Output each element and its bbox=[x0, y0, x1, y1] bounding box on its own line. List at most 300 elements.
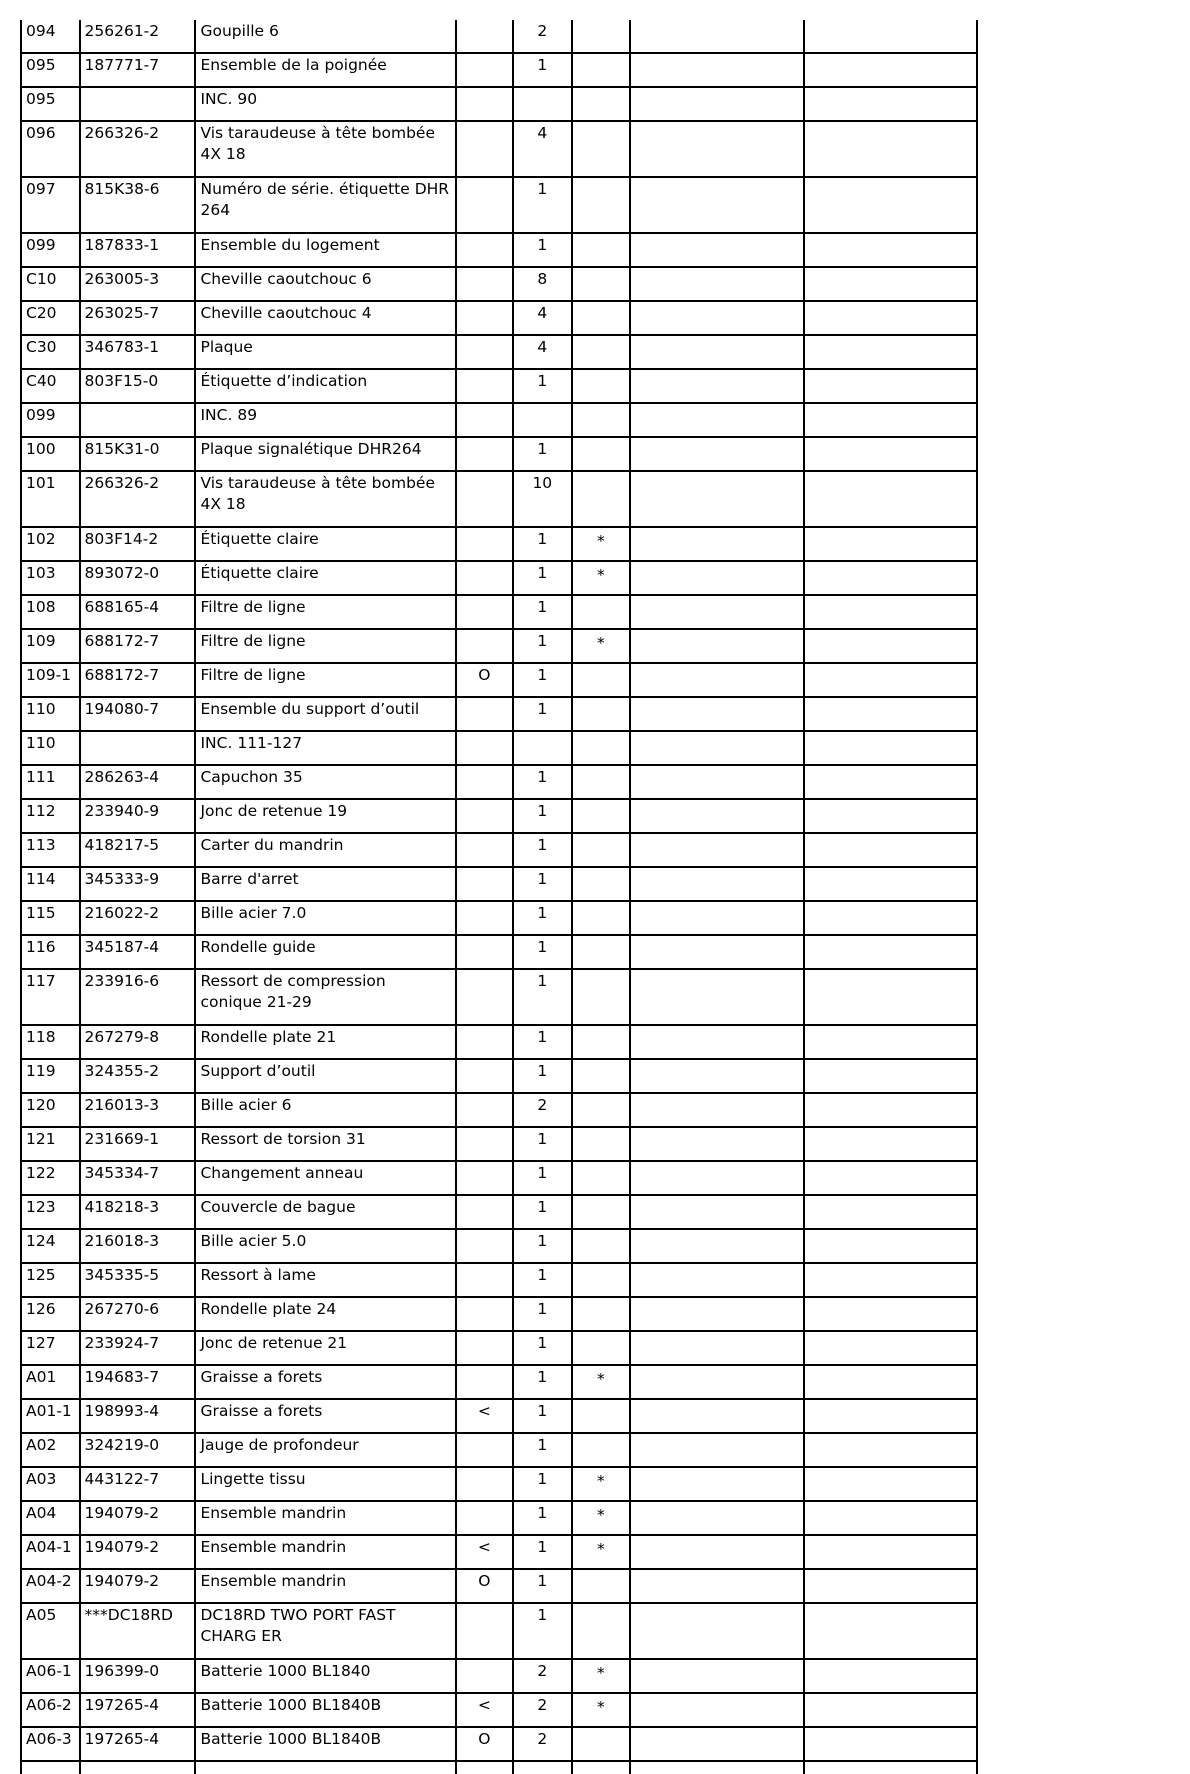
blank-cell bbox=[804, 301, 978, 335]
quantity-cell: 1 bbox=[513, 437, 572, 471]
description-cell: Batterie 1000 BL1840 bbox=[195, 1659, 455, 1693]
blank-cell bbox=[804, 799, 978, 833]
description-cell: INC. 111-127 bbox=[195, 731, 455, 765]
part-number-cell: 196399-0 bbox=[80, 1659, 196, 1693]
part-number-cell: 418218-3 bbox=[80, 1195, 196, 1229]
description-cell: Couvercle de bague bbox=[195, 1195, 455, 1229]
blank-cell bbox=[804, 1093, 978, 1127]
note-cell bbox=[456, 335, 513, 369]
item-number-cell: 099 bbox=[21, 403, 80, 437]
part-number-cell: 345335-5 bbox=[80, 1263, 196, 1297]
blank-cell bbox=[804, 901, 978, 935]
description-cell: Ensemble mandrin bbox=[195, 1569, 455, 1603]
note-cell: < bbox=[456, 1535, 513, 1569]
mark-cell: * bbox=[572, 1365, 631, 1399]
part-number-cell: 233916-6 bbox=[80, 969, 196, 1025]
blank-cell bbox=[804, 1195, 978, 1229]
part-number-cell: 266326-2 bbox=[80, 471, 196, 527]
item-number-cell: 095 bbox=[21, 53, 80, 87]
part-number-cell: 267279-8 bbox=[80, 1025, 196, 1059]
quantity-cell: 1 bbox=[513, 697, 572, 731]
mark-cell bbox=[572, 595, 631, 629]
blank-cell bbox=[630, 561, 803, 595]
note-cell bbox=[456, 595, 513, 629]
mark-cell: * bbox=[572, 1535, 631, 1569]
quantity-cell: 2 bbox=[513, 1693, 572, 1727]
part-number-cell: 216018-3 bbox=[80, 1229, 196, 1263]
quantity-cell bbox=[513, 87, 572, 121]
quantity-cell: 2 bbox=[513, 20, 572, 53]
part-number-cell: 194683-7 bbox=[80, 1365, 196, 1399]
mark-cell bbox=[572, 1263, 631, 1297]
quantity-cell: 1 bbox=[513, 1195, 572, 1229]
table-row bbox=[21, 765, 977, 799]
table-row bbox=[21, 403, 977, 437]
note-cell bbox=[456, 731, 513, 765]
note-cell bbox=[456, 1127, 513, 1161]
note-cell: < bbox=[456, 1693, 513, 1727]
note-cell bbox=[456, 867, 513, 901]
table-row bbox=[21, 1365, 977, 1399]
item-number-cell: 111 bbox=[21, 765, 80, 799]
mark-cell bbox=[572, 20, 631, 53]
part-number-cell: 263025-7 bbox=[80, 301, 196, 335]
blank-cell bbox=[804, 595, 978, 629]
blank-cell bbox=[630, 1693, 803, 1727]
description-cell: Rondelle plate 21 bbox=[195, 1025, 455, 1059]
table-row bbox=[21, 1297, 977, 1331]
blank-cell bbox=[804, 833, 978, 867]
blank-cell bbox=[630, 527, 803, 561]
blank-cell bbox=[804, 177, 978, 233]
quantity-cell: 2 bbox=[513, 1727, 572, 1761]
mark-cell bbox=[572, 1161, 631, 1195]
table-row bbox=[21, 121, 977, 177]
part-number-cell: 194079-2 bbox=[80, 1569, 196, 1603]
item-number-cell: 127 bbox=[21, 1331, 80, 1365]
description-cell: Bille acier 6 bbox=[195, 1093, 455, 1127]
blank-cell bbox=[630, 1727, 803, 1761]
description-cell: Jonc de retenue 21 bbox=[195, 1331, 455, 1365]
description-cell: Étiquette claire bbox=[195, 527, 455, 561]
part-number-cell: 256261-2 bbox=[80, 20, 196, 53]
table-row bbox=[21, 799, 977, 833]
description-cell: Capuchon 35 bbox=[195, 765, 455, 799]
blank-cell bbox=[804, 527, 978, 561]
note-cell bbox=[456, 437, 513, 471]
part-number-cell: 688172-7 bbox=[80, 629, 196, 663]
note-cell bbox=[456, 799, 513, 833]
item-number-cell: 118 bbox=[21, 1025, 80, 1059]
item-number-cell: 123 bbox=[21, 1195, 80, 1229]
note-cell bbox=[456, 1659, 513, 1693]
table-row bbox=[21, 833, 977, 867]
table-row bbox=[21, 629, 977, 663]
part-number-cell: 233940-9 bbox=[80, 799, 196, 833]
mark-cell bbox=[572, 471, 631, 527]
mark-cell bbox=[572, 1127, 631, 1161]
quantity-cell: 1 bbox=[513, 177, 572, 233]
quantity-cell: 1 bbox=[513, 1331, 572, 1365]
table-row bbox=[21, 935, 977, 969]
blank-cell bbox=[630, 765, 803, 799]
blank-cell bbox=[804, 1501, 978, 1535]
blank-cell bbox=[630, 595, 803, 629]
part-number-cell: 688165-4 bbox=[80, 595, 196, 629]
mark-cell bbox=[572, 799, 631, 833]
blank-cell bbox=[804, 1025, 978, 1059]
part-number-cell: 263005-3 bbox=[80, 267, 196, 301]
item-number-cell: A04-1 bbox=[21, 1535, 80, 1569]
item-number-cell: 097 bbox=[21, 177, 80, 233]
quantity-cell: 1 bbox=[513, 663, 572, 697]
table-row bbox=[21, 595, 977, 629]
mark-cell bbox=[572, 1297, 631, 1331]
blank-cell bbox=[630, 335, 803, 369]
note-cell bbox=[456, 1093, 513, 1127]
mark-cell bbox=[572, 935, 631, 969]
note-cell bbox=[456, 403, 513, 437]
item-number-cell: 102 bbox=[21, 527, 80, 561]
quantity-cell: 1 bbox=[513, 1025, 572, 1059]
note-cell bbox=[456, 369, 513, 403]
quantity-cell: 1 bbox=[513, 561, 572, 595]
blank-cell bbox=[630, 1399, 803, 1433]
part-number-cell: 345187-4 bbox=[80, 935, 196, 969]
part-number-cell: 233924-7 bbox=[80, 1331, 196, 1365]
mark-cell bbox=[572, 697, 631, 731]
quantity-cell: 1 bbox=[513, 935, 572, 969]
blank-cell bbox=[804, 1127, 978, 1161]
blank-cell bbox=[804, 121, 978, 177]
table-row bbox=[21, 1059, 977, 1093]
item-number-cell: 114 bbox=[21, 867, 80, 901]
table-row bbox=[21, 437, 977, 471]
quantity-cell: 1 bbox=[513, 1433, 572, 1467]
mark-cell bbox=[572, 335, 631, 369]
blank-cell bbox=[630, 233, 803, 267]
description-cell: Changement anneau bbox=[195, 1161, 455, 1195]
part-number-cell: 197265-4 bbox=[80, 1693, 196, 1727]
blank-cell bbox=[630, 867, 803, 901]
part-number-cell: 418217-5 bbox=[80, 833, 196, 867]
note-cell: O bbox=[456, 1727, 513, 1761]
description-cell: Ensemble du logement bbox=[195, 233, 455, 267]
blank-cell bbox=[630, 629, 803, 663]
description-cell: Ensemble mandrin bbox=[195, 1501, 455, 1535]
blank-cell bbox=[630, 1761, 803, 1774]
mark-cell bbox=[572, 765, 631, 799]
part-number-cell: 198993-4 bbox=[80, 1399, 196, 1433]
note-cell bbox=[456, 833, 513, 867]
quantity-cell: 1 bbox=[513, 1263, 572, 1297]
note-cell bbox=[456, 1297, 513, 1331]
blank-cell bbox=[804, 471, 978, 527]
part-number-cell: 267270-6 bbox=[80, 1297, 196, 1331]
note-cell bbox=[456, 1161, 513, 1195]
blank-cell bbox=[630, 301, 803, 335]
blank-cell bbox=[804, 1433, 978, 1467]
table-row bbox=[21, 87, 977, 121]
table-row bbox=[21, 1331, 977, 1365]
mark-cell bbox=[572, 1399, 631, 1433]
blank-cell bbox=[804, 1569, 978, 1603]
note-cell: O bbox=[456, 1569, 513, 1603]
mark-cell: * bbox=[572, 1467, 631, 1501]
note-cell bbox=[456, 697, 513, 731]
part-number-cell: 231669-1 bbox=[80, 1127, 196, 1161]
part-number-cell: 803F15-0 bbox=[80, 369, 196, 403]
quantity-cell: 4 bbox=[513, 335, 572, 369]
table-row bbox=[21, 301, 977, 335]
table-row bbox=[21, 1195, 977, 1229]
part-number-cell: 194079-2 bbox=[80, 1535, 196, 1569]
blank-cell bbox=[630, 1467, 803, 1501]
note-cell bbox=[456, 935, 513, 969]
mark-cell bbox=[572, 1025, 631, 1059]
note-cell bbox=[456, 471, 513, 527]
note-cell: O bbox=[456, 663, 513, 697]
mark-cell bbox=[572, 1195, 631, 1229]
part-number-cell: 345334-7 bbox=[80, 1161, 196, 1195]
description-cell: Vis taraudeuse à tête bombée 4X 18 bbox=[195, 121, 455, 177]
note-cell bbox=[456, 527, 513, 561]
description-cell: Graisse a forets bbox=[195, 1365, 455, 1399]
item-number-cell: 113 bbox=[21, 833, 80, 867]
part-number-cell: 443122-7 bbox=[80, 1467, 196, 1501]
item-number-cell: C20 bbox=[21, 301, 80, 335]
part-number-cell: 194080-7 bbox=[80, 697, 196, 731]
note-cell bbox=[456, 121, 513, 177]
mark-cell: * bbox=[572, 1659, 631, 1693]
blank-cell bbox=[630, 1161, 803, 1195]
mark-cell bbox=[572, 1093, 631, 1127]
blank-cell bbox=[804, 1693, 978, 1727]
blank-cell bbox=[804, 1263, 978, 1297]
blank-cell bbox=[630, 1229, 803, 1263]
blank-cell bbox=[630, 1659, 803, 1693]
part-number-cell: ***DC18RD bbox=[80, 1603, 196, 1659]
quantity-cell: 1 bbox=[513, 595, 572, 629]
description-cell: Goupille 6 bbox=[195, 20, 455, 53]
table-row bbox=[21, 969, 977, 1025]
description-cell: INC. 90 bbox=[195, 87, 455, 121]
blank-cell bbox=[804, 629, 978, 663]
quantity-cell: 1 bbox=[513, 1399, 572, 1433]
part-number-cell: 815K38-6 bbox=[80, 177, 196, 233]
quantity-cell: 1 bbox=[513, 369, 572, 403]
blank-cell bbox=[630, 1569, 803, 1603]
part-number-cell: 803F14-2 bbox=[80, 527, 196, 561]
description-cell: Ensemble du support d’outil bbox=[195, 697, 455, 731]
blank-cell bbox=[804, 561, 978, 595]
mark-cell bbox=[572, 1229, 631, 1263]
note-cell bbox=[456, 233, 513, 267]
quantity-cell: 1 bbox=[513, 233, 572, 267]
note-cell bbox=[456, 1467, 513, 1501]
note-cell bbox=[456, 629, 513, 663]
quantity-cell: 4 bbox=[513, 301, 572, 335]
table-row bbox=[21, 1229, 977, 1263]
mark-cell bbox=[572, 403, 631, 437]
part-number-cell: 197265-4 bbox=[80, 1727, 196, 1761]
description-cell: Jauge de profondeur bbox=[195, 1433, 455, 1467]
item-number-cell: 103 bbox=[21, 561, 80, 595]
quantity-cell: 2 bbox=[513, 1093, 572, 1127]
description-cell: Ressort de compression conique 21-29 bbox=[195, 969, 455, 1025]
quantity-cell: 1 bbox=[513, 1127, 572, 1161]
mark-cell bbox=[572, 53, 631, 87]
note-cell bbox=[456, 1025, 513, 1059]
mark-cell bbox=[572, 121, 631, 177]
mark-cell bbox=[572, 1059, 631, 1093]
table-row bbox=[21, 1693, 977, 1727]
part-number-cell bbox=[80, 87, 196, 121]
quantity-cell: 10 bbox=[513, 471, 572, 527]
table-row bbox=[21, 369, 977, 403]
note-cell bbox=[456, 901, 513, 935]
item-number-cell: 115 bbox=[21, 901, 80, 935]
mark-cell bbox=[572, 1331, 631, 1365]
item-number-cell: 101 bbox=[21, 471, 80, 527]
mark-cell bbox=[572, 867, 631, 901]
note-cell bbox=[456, 1331, 513, 1365]
blank-cell bbox=[804, 1535, 978, 1569]
table-row bbox=[21, 1603, 977, 1659]
item-number-cell: 126 bbox=[21, 1297, 80, 1331]
mark-cell bbox=[572, 437, 631, 471]
description-cell: Vis taraudeuse à tête bombée 4X 18 bbox=[195, 471, 455, 527]
blank-cell bbox=[804, 1399, 978, 1433]
item-number-cell: C40 bbox=[21, 369, 80, 403]
item-number-cell: C30 bbox=[21, 335, 80, 369]
blank-cell bbox=[630, 901, 803, 935]
table-row bbox=[21, 233, 977, 267]
note-cell bbox=[456, 1501, 513, 1535]
blank-cell bbox=[630, 697, 803, 731]
blank-cell bbox=[630, 1059, 803, 1093]
quantity-cell: 1 bbox=[513, 629, 572, 663]
item-number-cell: 110 bbox=[21, 697, 80, 731]
description-cell: Carter du mandrin bbox=[195, 833, 455, 867]
blank-cell bbox=[630, 935, 803, 969]
quantity-cell: 1 bbox=[513, 1059, 572, 1093]
quantity-cell: 1 bbox=[513, 1467, 572, 1501]
mark-cell bbox=[572, 1727, 631, 1761]
description-cell: Lingette tissu bbox=[195, 1467, 455, 1501]
note-cell bbox=[456, 87, 513, 121]
item-number-cell: A06-3 bbox=[21, 1727, 80, 1761]
blank-cell bbox=[804, 267, 978, 301]
item-number-cell: A04 bbox=[21, 1501, 80, 1535]
blank-cell bbox=[630, 1195, 803, 1229]
quantity-cell: 1 bbox=[513, 1603, 572, 1659]
blank-cell bbox=[804, 1659, 978, 1693]
quantity-cell: 2 bbox=[513, 1659, 572, 1693]
quantity-cell: 8 bbox=[513, 267, 572, 301]
table-row bbox=[21, 335, 977, 369]
blank-cell bbox=[630, 969, 803, 1025]
item-number-cell: 119 bbox=[21, 1059, 80, 1093]
blank-cell bbox=[804, 1727, 978, 1761]
quantity-cell: 1 bbox=[513, 1229, 572, 1263]
description-cell: Filtre de ligne bbox=[195, 663, 455, 697]
blank-cell bbox=[80, 1761, 196, 1774]
item-number-cell: A06-2 bbox=[21, 1693, 80, 1727]
item-number-cell: 122 bbox=[21, 1161, 80, 1195]
table-row bbox=[21, 527, 977, 561]
note-cell bbox=[456, 1229, 513, 1263]
blank-cell bbox=[630, 53, 803, 87]
description-cell: Ensemble mandrin bbox=[195, 1535, 455, 1569]
description-cell: Étiquette claire bbox=[195, 561, 455, 595]
description-cell: Filtre de ligne bbox=[195, 595, 455, 629]
part-number-cell: 815K31-0 bbox=[80, 437, 196, 471]
description-cell: INC. 89 bbox=[195, 403, 455, 437]
note-cell bbox=[456, 1433, 513, 1467]
part-number-cell: 187771-7 bbox=[80, 53, 196, 87]
blank-cell bbox=[804, 233, 978, 267]
description-cell: Bille acier 5.0 bbox=[195, 1229, 455, 1263]
blank-cell bbox=[804, 1297, 978, 1331]
blank-cell bbox=[804, 765, 978, 799]
table-row bbox=[21, 1659, 977, 1693]
note-cell bbox=[456, 765, 513, 799]
blank-cell bbox=[804, 731, 978, 765]
description-cell: Batterie 1000 BL1840B bbox=[195, 1693, 455, 1727]
item-number-cell: 109 bbox=[21, 629, 80, 663]
blank-cell bbox=[804, 697, 978, 731]
item-number-cell: 116 bbox=[21, 935, 80, 969]
description-cell: Support d’outil bbox=[195, 1059, 455, 1093]
blank-cell bbox=[630, 369, 803, 403]
mark-cell bbox=[572, 1569, 631, 1603]
blank-cell bbox=[804, 1467, 978, 1501]
blank-cell bbox=[804, 87, 978, 121]
mark-cell bbox=[572, 833, 631, 867]
item-number-cell: A05 bbox=[21, 1603, 80, 1659]
item-number-cell: 124 bbox=[21, 1229, 80, 1263]
item-number-cell: 112 bbox=[21, 799, 80, 833]
table-row bbox=[21, 1467, 977, 1501]
blank-cell bbox=[21, 1761, 80, 1774]
part-number-cell: 345333-9 bbox=[80, 867, 196, 901]
item-number-cell: 100 bbox=[21, 437, 80, 471]
note-cell bbox=[456, 1059, 513, 1093]
mark-cell bbox=[572, 731, 631, 765]
table-row bbox=[21, 1161, 977, 1195]
quantity-cell bbox=[513, 403, 572, 437]
mark-cell: * bbox=[572, 527, 631, 561]
quantity-cell bbox=[513, 731, 572, 765]
blank-cell bbox=[804, 1059, 978, 1093]
note-cell: < bbox=[456, 1399, 513, 1433]
note-cell bbox=[456, 969, 513, 1025]
blank-cell bbox=[804, 335, 978, 369]
blank-cell bbox=[804, 969, 978, 1025]
blank-cell bbox=[630, 1535, 803, 1569]
item-number-cell: 110 bbox=[21, 731, 80, 765]
description-cell: Graisse a forets bbox=[195, 1399, 455, 1433]
description-cell: Rondelle plate 24 bbox=[195, 1297, 455, 1331]
note-cell bbox=[456, 1263, 513, 1297]
part-number-cell: 194079-2 bbox=[80, 1501, 196, 1535]
blank-cell bbox=[804, 663, 978, 697]
blank-cell bbox=[513, 1761, 572, 1774]
item-number-cell: C10 bbox=[21, 267, 80, 301]
note-cell bbox=[456, 177, 513, 233]
table-row bbox=[21, 267, 977, 301]
